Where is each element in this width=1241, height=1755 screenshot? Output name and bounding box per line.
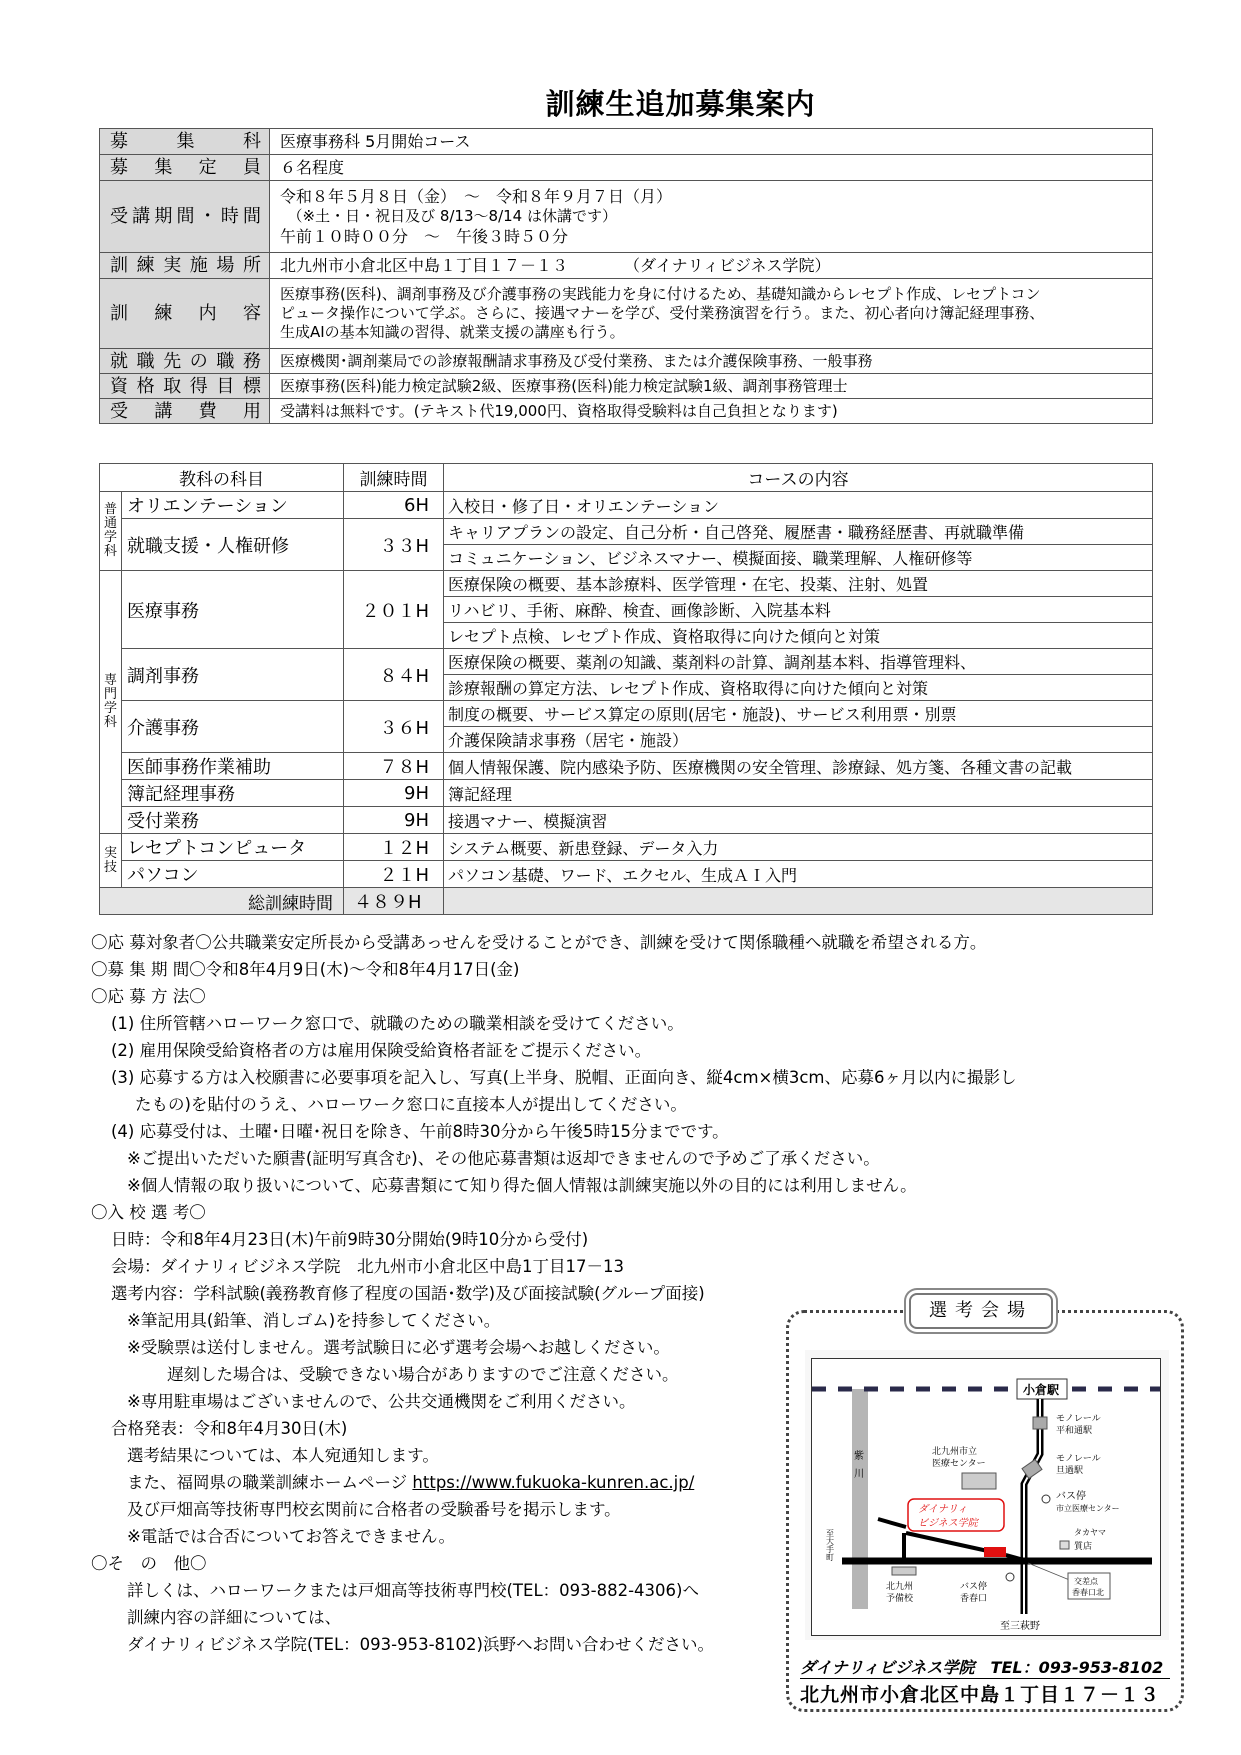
course-row [100,519,1153,545]
course-header-row [100,464,1153,492]
bus1-sub-label: 市立医療センター [1056,1504,1120,1513]
cross-label-1: 交差点 [1074,1577,1098,1586]
yobiko-building [892,1567,916,1575]
course-row [100,492,1153,519]
period-note: 〇募 集 期 間〇令和8年4月9日(木)～令和8年4月17日(金) [91,960,520,979]
river-label-1: 紫 [854,1451,864,1462]
selection-note: ※筆記用具(鉛筆、消しゴム)を持参してください。 [127,1311,501,1330]
subject-hours: ７８H [344,753,444,780]
subject-content: 個人情報保護、院内感染予防、医療機関の安全管理、診療録、処方箋、各種文書の記載 [444,753,1153,780]
bus2-label: バス停 [960,1582,988,1592]
river-shape [852,1389,868,1609]
result-note: 及び戸畑高等技術専門校玄関前に合格者の受験番号を掲示します。 [127,1500,621,1519]
subject-name: 介護事務 [122,701,344,753]
tanga-label-1: モノレール [1056,1454,1101,1464]
subject-name: 就職支援・人権研修 [122,519,344,571]
group-label-text: 普 通 学 科 [103,502,117,559]
subject-content: レセプト点検、レセプト作成、資格取得に向けた傾向と対策 [444,623,1153,649]
course-row [100,753,1153,780]
subject-hours: ２０１H [344,571,444,649]
hospital-label-1: 北九州市立 [932,1447,978,1457]
method-item: (4) 応募受付は、土曜･日曜･祝日を除き、午前8時30分から午後5時15分までです。 [111,1122,729,1141]
subject-name: 調剤事務 [122,649,344,701]
result-prefix: また、福岡県の職業訓練ホームページ [127,1473,408,1492]
other-heading: 〇そ の 他〇 [91,1554,207,1573]
subject-content: キャリアプランの設定、自己分析・自己啓発、履歴書・職務経歴書、再就職準備 [444,519,1153,545]
info-value [270,181,1153,253]
subject-hours: 6H [344,492,444,519]
subject-hours: ３６H [344,701,444,753]
info-value: 医療機関･調剤薬局での診療報酬請求事務及び受付業務、または介護保険事務、一般事務 [270,349,1153,374]
heiwa-label-2: 平和通駅 [1056,1426,1093,1436]
info-label: 受講費用 [100,399,270,424]
info-row [100,279,1153,349]
total-label: 総訓練時間 [100,888,344,915]
diagonal-road-west [878,1519,906,1527]
group-label [100,492,122,571]
subject-hours: 9H [344,780,444,807]
course-row [100,701,1153,727]
info-value: 北九州市小倉北区中島１丁目１７－１３ （ダイナリィビジネス学院） [270,253,1153,279]
info-value: ６名程度 [270,155,1153,181]
school-marker [984,1547,1006,1557]
page-title: 訓練生追加募集案内 [545,87,816,121]
shop-label-2: 質店 [1074,1542,1093,1552]
selection-note: 遅刻した場合は、受験できない場合がありますのでご注意ください。 [167,1365,679,1384]
course-row [100,780,1153,807]
method-item: たもの)を貼付のうえ、ハローワーク窓口に直接本人が提出してください。 [135,1095,687,1114]
bus2-sub-label: 香春口 [960,1594,988,1604]
subject-hours: １２H [344,834,444,861]
info-label: 募集科 [100,129,270,155]
subject-content: 診療報酬の算定方法、レセプト作成、資格取得に向けた傾向と対策 [444,675,1153,701]
subject-content: コミュニケーション、ビジネスマナー、模擬面接、職業理解、人権研修等 [444,545,1153,571]
selection-content: 選考内容：学科試験(義務教育修了程度の国語･数学)及び面接試験(グループ面接) [111,1284,705,1303]
method-item: ※ご提出いただいた願書(証明写真含む)、その他応募書類は返却できませんので予めご了承ください。 [127,1149,880,1168]
info-label: 募集定員 [100,155,270,181]
cross-pointer [1028,1563,1072,1581]
bus-stop-icon [1042,1495,1050,1503]
subject-content: 入校日・修了日・オリエンテーション [444,492,1153,519]
info-line: 午前１０時００分 ～ 午後３時５０分 [280,227,569,246]
info-value: 受講料は無料です。(テキスト代19,000円、資格取得受験料は自己負担となります) [270,399,1153,424]
to-otemachi-label: 至大手町 [825,1529,835,1561]
info-value: 医療事務科 5月開始コース [270,129,1153,155]
subject-name: 簿記経理事務 [122,780,344,807]
school-label-2: ビジネス学院 [918,1518,978,1529]
total-empty [444,888,1153,915]
info-row [100,349,1153,374]
subject-name: オリエンテーション [122,492,344,519]
shop-icon [1060,1541,1069,1549]
info-row [100,374,1153,399]
total-row [100,888,1153,915]
info-row [100,253,1153,279]
course-row [100,571,1153,597]
course-row [100,807,1153,834]
info-value [270,279,1153,349]
info-line: 医療事務(医科)、調剤事務及び介護事務の実践能力を身に付けるため、基礎知識からレセプト作成、レセプトコン [280,285,1041,303]
subject-name: 医師事務作業補助 [122,753,344,780]
hospital-label-2: 医療センター [932,1459,986,1469]
other-note: 訓練内容の詳細については、 [127,1608,342,1627]
method-item: ※個人情報の取り扱いについて、応募書類にて知り得た個人情報は訓練実施以外の目的には利用しません。 [127,1176,917,1195]
course-table [99,463,1153,915]
info-label: 訓練内容 [100,279,270,349]
bus1-label: バス停 [1056,1491,1086,1502]
info-line: 生成AIの基本知識の習得、就業支援の講座も行う。 [280,323,625,341]
homepage-link[interactable]: https://www.fukuoka-kunren.ac.jp/ [412,1473,695,1492]
cross-label-2: 香春口北 [1072,1588,1104,1597]
result-note: 選考結果については、本人宛通知します。 [127,1446,439,1465]
subject-hours: ２１H [344,861,444,888]
yobiko-label-1: 北九州 [886,1582,914,1592]
selection-note: ※専用駐車場はございませんので、公共交通機関をご利用ください。 [127,1392,636,1411]
info-line: 令和８年５月８日（金） ～ 令和８年９月７日（月） [280,187,673,206]
subject-content: リハビリ、手術、麻酔、検査、画像診断、入院基本料 [444,597,1153,623]
subject-content: 制度の概要、サービス算定の原則(居宅・施設)、サービス利用票・別票 [444,701,1153,727]
subject-content: 接遇マナー、模擬演習 [444,807,1153,834]
info-row [100,129,1153,155]
info-row [100,155,1153,181]
subject-content: 簿記経理 [444,780,1153,807]
subject-hours: ３３H [344,519,444,571]
venue-map [812,1359,1160,1635]
group-label-text: 専 門 学 科 [103,673,117,730]
other-note: 詳しくは、ハローワークまたは戸畑高等技術専門校(TEL：093-882-4306)へ [127,1581,699,1600]
result-date: 合格発表：令和8年4月30日(木) [111,1419,348,1438]
hospital-building [962,1473,996,1489]
method-heading: 〇応 募 方 法〇 [91,987,206,1006]
subject-content: パソコン基礎、ワード、エクセル、生成ＡＩ入門 [444,861,1153,888]
result-note: ※電話では合否についてお答えできません。 [127,1527,455,1546]
info-line: ピュータ操作について学ぶ。さらに、接遇マナーを学び、受付業務演習を行う。また、初心者向け簿記経理事務、 [280,304,1045,322]
selection-note: ※受験票は送付しません。選考試験日に必ず選考会場へお越しください。 [127,1338,670,1357]
yobiko-label-2: 予備校 [886,1594,914,1604]
group-label [100,834,122,888]
info-value: 医療事務(医科)能力検定試験2級、医療事務(医科)能力検定試験1級、調剤事務管理士 [270,374,1153,399]
subject-content: 介護保険請求事務（居宅・施設） [444,727,1153,753]
info-label: 受講期間・時間 [100,181,270,253]
subject-content: システム概要、新患登録、データ入力 [444,834,1153,861]
map-frame [811,1358,1161,1636]
subject-name: レセプトコンピュータ [122,834,344,861]
to-mikuhagino-label: 至三萩野 [1000,1621,1040,1632]
map-footer-address: 北九州市小倉北区中島１丁目１７－１３ [800,1684,1161,1706]
course-row [100,861,1153,888]
method-item: (2) 雇用保険受給資格者の方は雇用保険受給資格者証をご提示ください。 [111,1041,652,1060]
monorail-line [1024,1399,1040,1614]
header-content: コースの内容 [444,464,1153,492]
course-row [100,834,1153,861]
river-label-2: 川 [854,1469,864,1480]
venue-map-heading: 選考会場 [909,1293,1053,1329]
group-label [100,571,122,834]
subject-hours: ８４H [344,649,444,701]
selection-datetime: 日時：令和8年4月23日(木)午前9時30分開始(9時10分から受付) [111,1230,589,1249]
kokura-station-label: 小倉駅 [1023,1383,1060,1397]
course-row [100,649,1153,675]
info-row [100,181,1153,253]
info-table [99,128,1153,424]
tanga-label-2: 旦過駅 [1056,1466,1084,1476]
header-hours: 訓練時間 [344,464,444,492]
method-item: (1) 住所管轄ハローワーク窓口で、就職のための職業相談を受けてください。 [111,1014,684,1033]
school-label-1: ダイナリィ [918,1504,968,1515]
info-row [100,399,1153,424]
other-note: ダイナリィビジネス学院(TEL：093-953-8102)浜野へお問い合わせください。 [127,1635,714,1654]
info-label: 就職先の職務 [100,349,270,374]
total-hours: ４８９H [344,888,444,915]
shop-label-1: タカヤマ [1074,1528,1106,1537]
header-subject: 教科の科目 [100,464,344,492]
info-label: 訓練実施場所 [100,253,270,279]
selection-venue: 会場：ダイナリィビジネス学院 北九州市小倉北区中島1丁目17－13 [111,1257,625,1276]
bus-stop-2-icon [1006,1573,1014,1581]
subject-content: 医療保険の概要、基本診療料、医学管理・在宅、投薬、注射、処置 [444,571,1153,597]
group-label-text: 実 技 [103,845,117,875]
info-label: 資格取得目標 [100,374,270,399]
selection-heading: 〇入 校 選 考〇 [91,1203,206,1222]
heiwa-station-icon [1033,1417,1047,1429]
target-note: 〇応 募対象者〇公共職業安定所長から受講あっせんを受けることができ、訓練を受けて関係職種へ就職を希望される方。 [91,933,987,952]
info-line: （※土・日・祝日及び 8/13～8/14 は休講です） [280,207,617,225]
subject-name: パソコン [122,861,344,888]
subject-hours: 9H [344,807,444,834]
subject-name: 受付業務 [122,807,344,834]
subject-content: 医療保険の概要、薬剤の知識、薬剤料の計算、調剤基本料、指導管理料、 [444,649,1153,675]
map-footer-name-tel: ダイナリィビジネス学院 TEL：093-953-8102 [800,1655,1170,1679]
heiwa-label-1: モノレール [1056,1414,1101,1424]
method-item: (3) 応募する方は入校願書に必要事項を記入し、写真(上半身、脱帽、正面向き、縦4cm×横3cm、応募6ヶ月以内に撮影し [111,1068,1017,1087]
subject-name: 医療事務 [122,571,344,649]
